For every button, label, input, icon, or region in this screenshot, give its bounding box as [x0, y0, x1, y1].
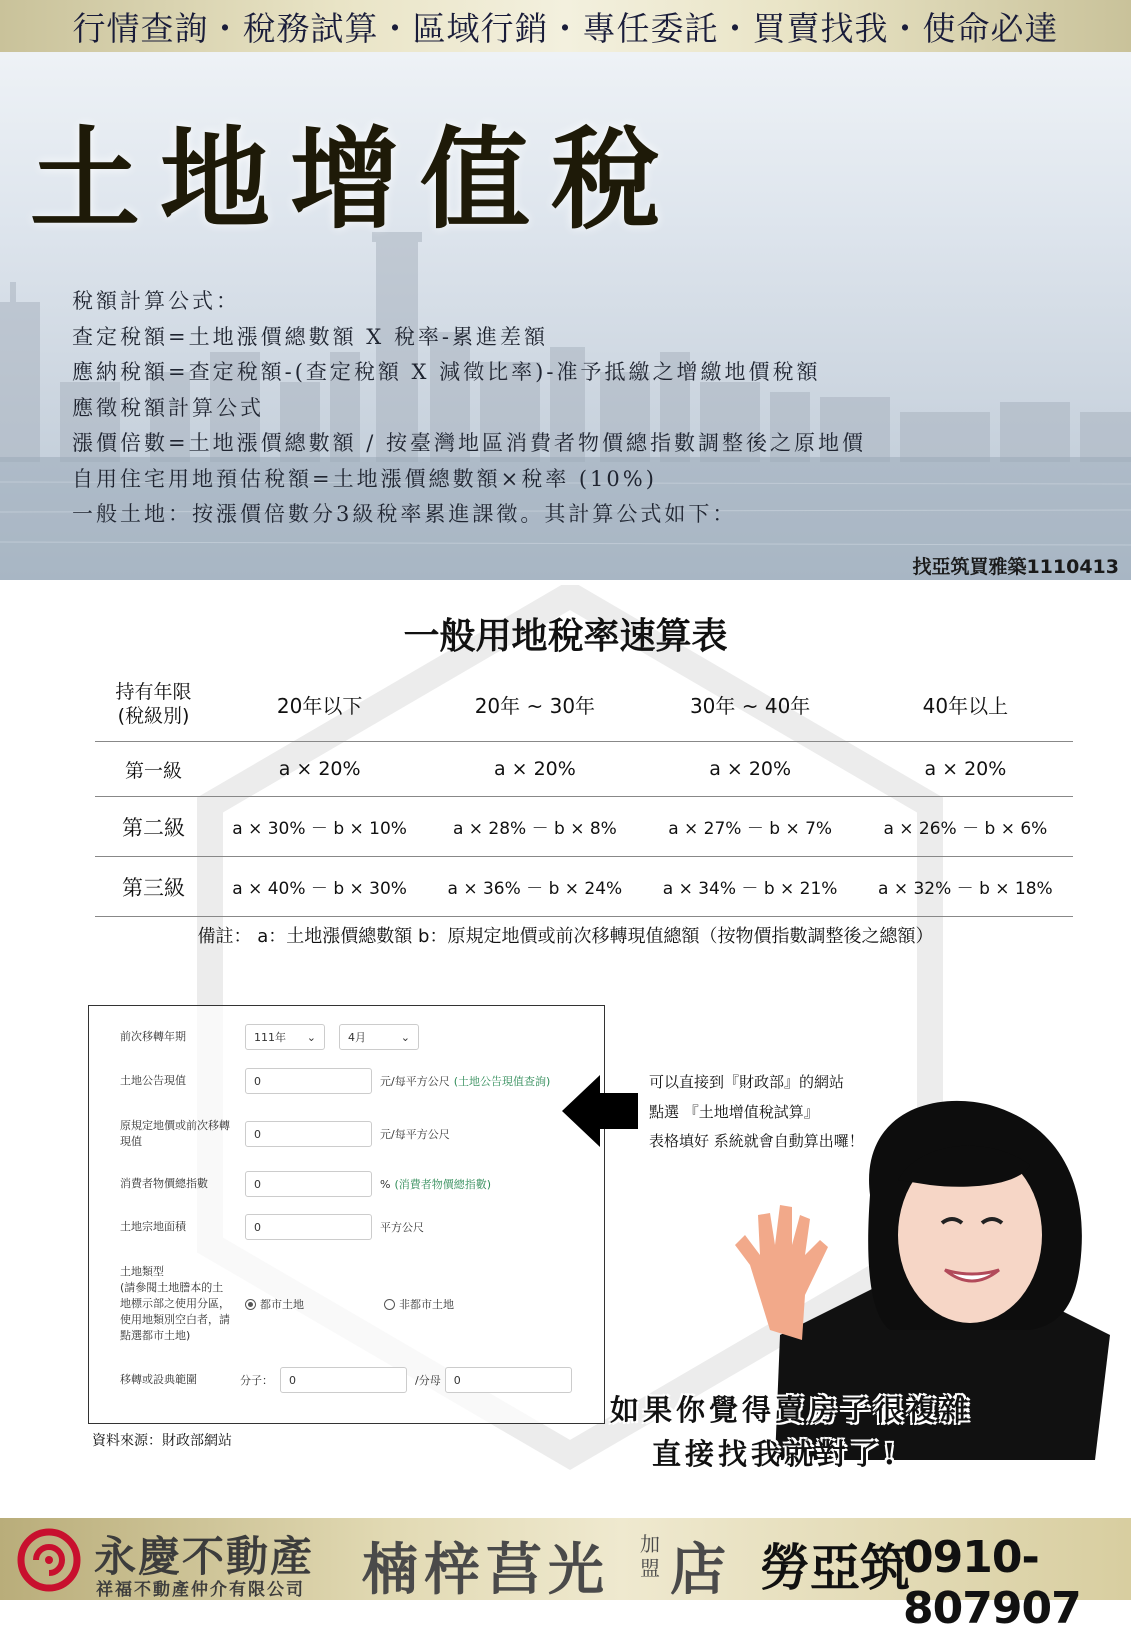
- footer-bar: [0, 1518, 1131, 1634]
- table-cell: a × 36% － b × 24%: [427, 857, 642, 917]
- denominator-label: /分母: [415, 1374, 441, 1387]
- month-select[interactable]: [339, 1024, 419, 1050]
- row-level: 第一級: [95, 742, 212, 797]
- year-select[interactable]: [245, 1024, 325, 1050]
- table-cell: a × 28% － b × 8%: [427, 797, 642, 857]
- table-cell: a × 40% － b × 30%: [212, 857, 427, 917]
- table-header-row: [95, 667, 1073, 742]
- store-name: 楠梓莒光: [362, 1538, 610, 1603]
- column-header: 30年 ~ 40年: [643, 667, 858, 742]
- page-title: 土地增值稅: [30, 115, 680, 244]
- company-name: 祥福不動產仲介有限公司: [96, 1580, 305, 1600]
- phone-number[interactable]: 0910-807907: [903, 1532, 1081, 1634]
- table-note: 備註： a：土地漲價總數額 b：原規定地價或前次移轉現值總額（按物價指數調整後之總額）: [197, 926, 934, 947]
- table-cell: a × 27% － b × 7%: [643, 797, 858, 857]
- land-type-row: [120, 1264, 454, 1344]
- cpi-row: [120, 1171, 491, 1197]
- table-cell: a × 20%: [427, 742, 642, 797]
- corner-line: (稅級別): [117, 705, 190, 727]
- share-label: 移轉或設典範圍: [120, 1373, 197, 1386]
- slogan-line: 直接找我就對了!: [652, 1437, 900, 1471]
- share-row: [120, 1367, 572, 1393]
- announced-label: 土地公告現值: [120, 1074, 186, 1087]
- hint-line: 點選 『土地增值稅試算』: [649, 1102, 819, 1121]
- cpi-label: 消費者物價總指數: [120, 1177, 208, 1190]
- original-unit: 元/每平方公尺: [380, 1128, 450, 1141]
- announced-lookup-link[interactable]: (土地公告現值查詢): [453, 1075, 551, 1088]
- chevron-down-icon: ⌄: [400, 1030, 410, 1044]
- agent-name: 勞亞筑: [760, 1539, 910, 1597]
- rate-table: [95, 667, 1073, 917]
- original-input[interactable]: 0: [245, 1121, 372, 1147]
- formula-block: [72, 284, 866, 533]
- formula-line: 漲價倍數=土地漲價總數額 / 按臺灣地區消費者物價總指數調整後之原地價: [72, 431, 867, 455]
- table-title: 一般用地稅率速算表: [403, 616, 728, 657]
- company-logo-icon: [14, 1528, 84, 1592]
- table-row: [95, 857, 1073, 917]
- table-row: [95, 797, 1073, 857]
- formula-line: 查定稅額=土地漲價總數額 X 稅率-累進差額: [72, 324, 548, 349]
- formula-line: 稅額計算公式：: [72, 289, 240, 313]
- franchise-label: 加盟: [640, 1532, 660, 1580]
- hint-line: 可以直接到『財政部』的網站: [649, 1073, 845, 1091]
- table-cell: a × 30% － b × 10%: [212, 797, 427, 857]
- formula-line: 應徵稅額計算公式: [72, 395, 264, 420]
- row-level: 第二級: [95, 797, 212, 857]
- table-corner-header: [95, 667, 212, 742]
- top-banner: [0, 0, 1131, 52]
- table-cell: a × 34% － b × 21%: [643, 857, 858, 917]
- table-row: [95, 742, 1073, 797]
- slogan: [610, 1388, 973, 1476]
- month-value: 4月: [348, 1031, 366, 1044]
- area-input[interactable]: 0: [245, 1214, 372, 1240]
- area-label: 土地宗地面積: [120, 1220, 186, 1233]
- table-cell: a × 20%: [643, 742, 858, 797]
- table-cell: a × 26% － b × 6%: [858, 797, 1073, 857]
- land-type-label: 土地類型: [120, 1265, 164, 1278]
- slogan-line: 如果你覺得賣房子很複雜: [610, 1393, 974, 1427]
- denominator-input[interactable]: 0: [445, 1367, 572, 1393]
- column-header: 20年以下: [212, 667, 427, 742]
- nonurban-land-label: 非都市土地: [399, 1298, 454, 1311]
- brand-name: 永慶不動產: [94, 1532, 315, 1581]
- radio-selected-icon: [245, 1299, 256, 1310]
- area-row: [120, 1214, 424, 1240]
- land-type-label-block: [120, 1264, 230, 1344]
- shop-label: 店: [670, 1538, 726, 1603]
- cpi-input[interactable]: 0: [245, 1171, 372, 1197]
- radio-unselected-icon: [384, 1299, 395, 1310]
- calculator-form: [88, 1005, 605, 1424]
- formula-line: 自用住宅用地預估稅額=土地漲價總數額×稅率 (10%): [72, 466, 657, 491]
- top-banner-text: 行情查詢・稅務試算・區域行銷・專任委託・買賣找我・使命必達: [72, 8, 1059, 48]
- corner-line: 持有年限: [115, 681, 192, 703]
- cpi-lookup-link[interactable]: (消費者物價總指數): [394, 1178, 492, 1191]
- table-cell: a × 20%: [212, 742, 427, 797]
- pointing-arrow-icon: [562, 1073, 638, 1149]
- formula-line: 應納稅額=查定稅額-(查定稅額 X 減徵比率)-准予抵繳之增繳地價稅額: [72, 360, 821, 384]
- prev-date-label: 前次移轉年期: [120, 1030, 186, 1043]
- announced-unit: 元/每平方公尺: [380, 1075, 450, 1088]
- original-label: 原規定地價或前次移轉現值: [120, 1119, 230, 1148]
- announced-row: [120, 1068, 550, 1094]
- announced-input[interactable]: 0: [245, 1068, 372, 1094]
- hint-line: 表格填好 系統就會自動算出囉！: [649, 1132, 864, 1150]
- chevron-down-icon: ⌄: [306, 1030, 316, 1044]
- table-cell: a × 32% － b × 18%: [858, 857, 1073, 917]
- table-cell: a × 20%: [858, 742, 1073, 797]
- prev-date-row: [120, 1024, 419, 1050]
- column-header: 20年 ~ 30年: [427, 667, 642, 742]
- hero-section: [0, 52, 1131, 580]
- column-header: 40年以上: [858, 667, 1073, 742]
- area-unit: 平方公尺: [380, 1221, 424, 1234]
- cpi-unit: %: [380, 1177, 391, 1191]
- numerator-label: 分子：: [240, 1374, 273, 1387]
- source-note: 資料來源：財政部網站: [92, 1433, 232, 1449]
- formula-line: 一般土地：按漲價倍數分3級稅率累進課徵。其計算公式如下：: [72, 502, 737, 526]
- nonurban-land-radio[interactable]: [384, 1296, 454, 1312]
- land-type-hint: (請參閱土地謄本的土地標示部之使用分區，使用地類別空白者，請點選都市土地): [120, 1281, 230, 1342]
- listing-code: 找亞筑買雅築1110413: [912, 556, 1119, 578]
- row-level: 第三級: [95, 857, 212, 917]
- urban-land-label: 都市土地: [260, 1298, 304, 1311]
- year-value: 111年: [254, 1031, 286, 1044]
- original-row: [120, 1118, 450, 1150]
- urban-land-radio[interactable]: [245, 1296, 304, 1312]
- numerator-input[interactable]: 0: [280, 1367, 407, 1393]
